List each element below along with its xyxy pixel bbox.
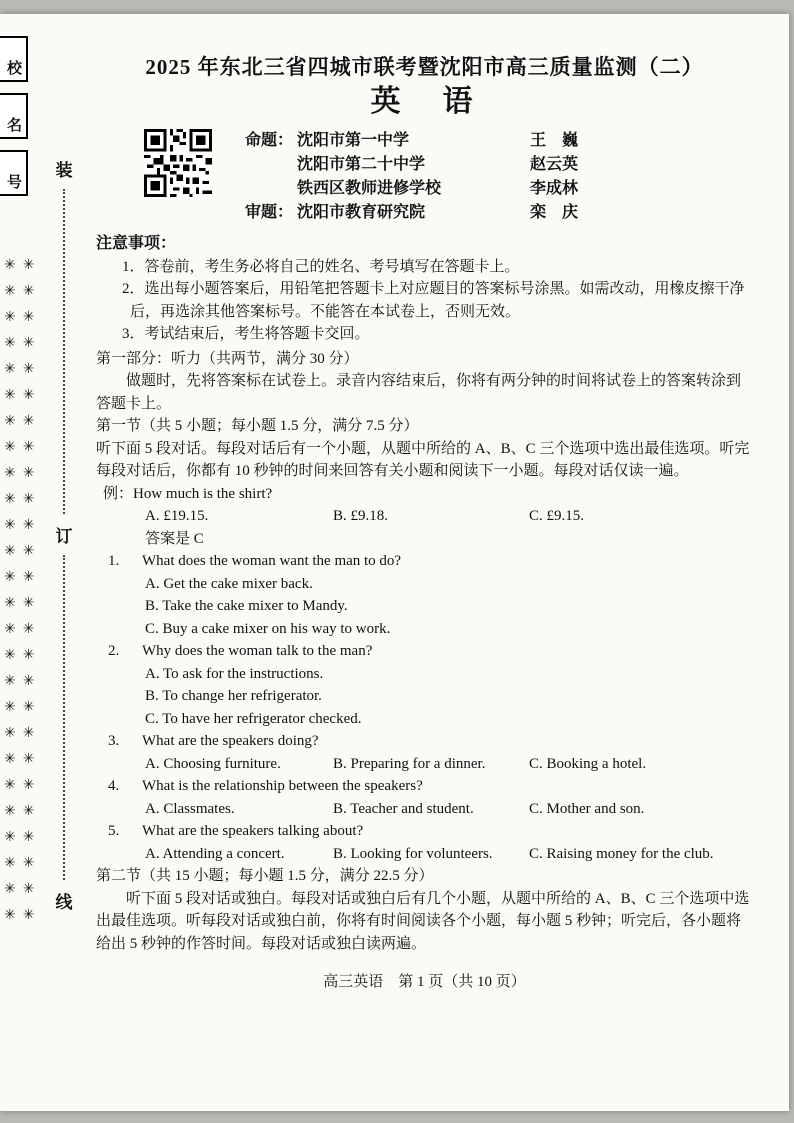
question-2 [96,640,753,730]
question-options [145,843,753,866]
credit-row [245,153,753,177]
question-options [145,798,753,821]
option-c: C. £9.15. [529,508,585,524]
credit-label: 命题： [245,132,294,149]
option-a: A. Choosing furniture. [145,755,281,772]
seal-char-xian: 线 [55,893,73,912]
binding-rail [0,14,90,1111]
example-question [96,483,753,506]
notice-item: 1．答卷前，考生务必将自己的姓名、考号填写在答题卡上。 [122,258,520,275]
credit-label: 审题： [245,204,294,221]
question-options [145,663,753,731]
notice-section [96,233,753,346]
credit-name: 李成林 [530,180,579,197]
seal-ornaments: ✳✳ ✳✳ ✳✳ ✳✳ ✳✳ ✳✳ ✳✳ ✳✳ ✳✳ ✳✳ ✳✳ ✳✳ ✳✳ ✳✳ ✳✳ ✳✳ ✳✳ ✳✳ ✳✳ ✳✳ ✳✳ ✳✳ ✳✳ ✳✳ ✳✳ ✳✳ [4,257,42,923]
option-b: B. Preparing for a dinner. [333,755,486,772]
notice-item: 2．选出每小题答案后，用铅笔把答题卡上对应题目的答案标号涂黑。如需改动，用橡皮擦干净后，再选涂其他答案标号。不能答在本试卷上，否则无效。 [122,281,745,320]
exam-content [96,40,753,994]
seal-char-ding: 订 [55,527,73,546]
option-b: B. To change her refrigerator. [145,688,322,704]
question-number: 3. [108,733,120,749]
school-field-box: 校 [0,36,28,82]
student-info-boxes [0,36,28,207]
question-text: What is the relationship between the speakers? [142,778,423,794]
example-label: 例： [103,485,134,502]
option-b: B. Teacher and student. [333,800,474,817]
option-c: C. Booking a hotel. [529,755,647,772]
example-question-text: How much is the shirt? [133,485,273,502]
credit-name: 赵云英 [530,156,579,173]
question-text: Why does the woman talk to the man? [142,643,373,659]
question-text: What are the speakers talking about? [142,823,364,839]
option-a: A. To ask for the instructions. [145,665,324,682]
credit-name: 栾 庆 [530,204,579,221]
option-c: C. Buy a cake mixer on his way to work. [145,620,391,637]
credit-row [245,129,753,153]
credit-org: 沈阳市第二十中学 [297,156,426,173]
option-a: A. Classmates. [145,800,235,817]
credit-row [245,177,753,201]
credit-org: 沈阳市第一中学 [297,132,410,149]
question-1 [96,550,753,640]
section2-instructions: 听下面 5 段对话或独白。每段对话或独白后有几个小题，从题中所给的 A、B、C 三个选项中选出最佳选项。听每段对话或独白前，你将有时间阅读各个小题，每小题 5 秒钟；听完后，各小题将给出 5 秒钟的作答时间。每段对话或独白读两遍。 [96,890,750,952]
question-number: 4. [108,778,120,794]
option-b: B. Looking for volunteers. [333,845,493,862]
question-text: What are the speakers doing? [142,733,319,749]
credit-row [245,201,753,225]
question-head [96,730,753,753]
question-3 [96,730,753,775]
option-a: A. Get the cake mixer back. [145,575,313,592]
example-block [96,483,753,551]
part1-heading: 第一部分：听力（共两节，满分 30 分） [96,350,359,367]
option-b: B. £9.18. [333,508,389,524]
question-head [96,775,753,798]
notice-item: 3．考试结束后，考生将答题卡交回。 [122,326,370,342]
credit-org: 沈阳市教育研究院 [297,204,426,221]
header-row [96,129,753,225]
exam-page [0,14,789,1111]
credit-name: 王 巍 [530,132,579,149]
question-head [96,640,753,663]
option-a: A. £19.15. [145,508,209,524]
exam-title: 2025 年东北三省四城市联考暨沈阳市高三质量监测（二） [145,55,704,79]
section1-heading: 第一节（共 5 小题；每小题 1.5 分，满分 7.5 分） [96,418,419,434]
binding-seal-line [52,156,76,913]
option-b: B. Take the cake mixer to Mandy. [145,598,348,614]
question-head [96,550,753,573]
option-c: C. Mother and son. [529,800,645,817]
qr-code [144,129,212,197]
question-options [145,753,753,776]
question-text: What does the woman want the man to do? [142,553,402,569]
example-options [145,505,753,528]
question-number: 1. [108,553,120,569]
credit-label [245,177,297,201]
number-field-box: 号 [0,150,28,196]
seal-dotted-line [63,555,65,880]
question-4 [96,775,753,820]
section1-instructions: 听下面 5 段对话。每段对话后有一个小题，从题中所给的 A、B、C 三个选项中选出最佳选项。听完每段对话后，你都有 10 秒钟的时间来回答有关小题和阅读下一小题。每段对话仅读一遍。 [96,440,750,479]
question-options [145,573,753,641]
example-answer: 答案是 C [145,530,204,547]
part1-intro: 做题时，先将答案标在试卷上。录音内容结束后，你将有两分钟的时间将试卷上的答案转涂到答题卡上。 [96,373,742,412]
notice-heading: 注意事项： [96,235,177,252]
option-a: A. Attending a concert. [145,845,285,862]
seal-dotted-line [63,189,65,514]
exam-subject: 英 语 [370,84,479,118]
credit-label [245,153,297,177]
option-c: C. To have her refrigerator checked. [145,710,362,727]
name-field-box: 名 [0,93,28,139]
question-number: 5. [108,823,120,839]
question-head [96,820,753,843]
credits-block [245,129,753,225]
question-5 [96,820,753,865]
option-c: C. Raising money for the club. [529,845,714,862]
credit-org: 铁西区教师进修学校 [297,180,442,197]
section2-heading: 第二节（共 15 小题；每小题 1.5 分，满分 22.5 分） [96,868,434,884]
seal-char-zhuang: 装 [55,161,73,180]
page-footer: 高三英语 第 1 页（共 10 页） [323,974,526,990]
question-number: 2. [108,643,120,659]
